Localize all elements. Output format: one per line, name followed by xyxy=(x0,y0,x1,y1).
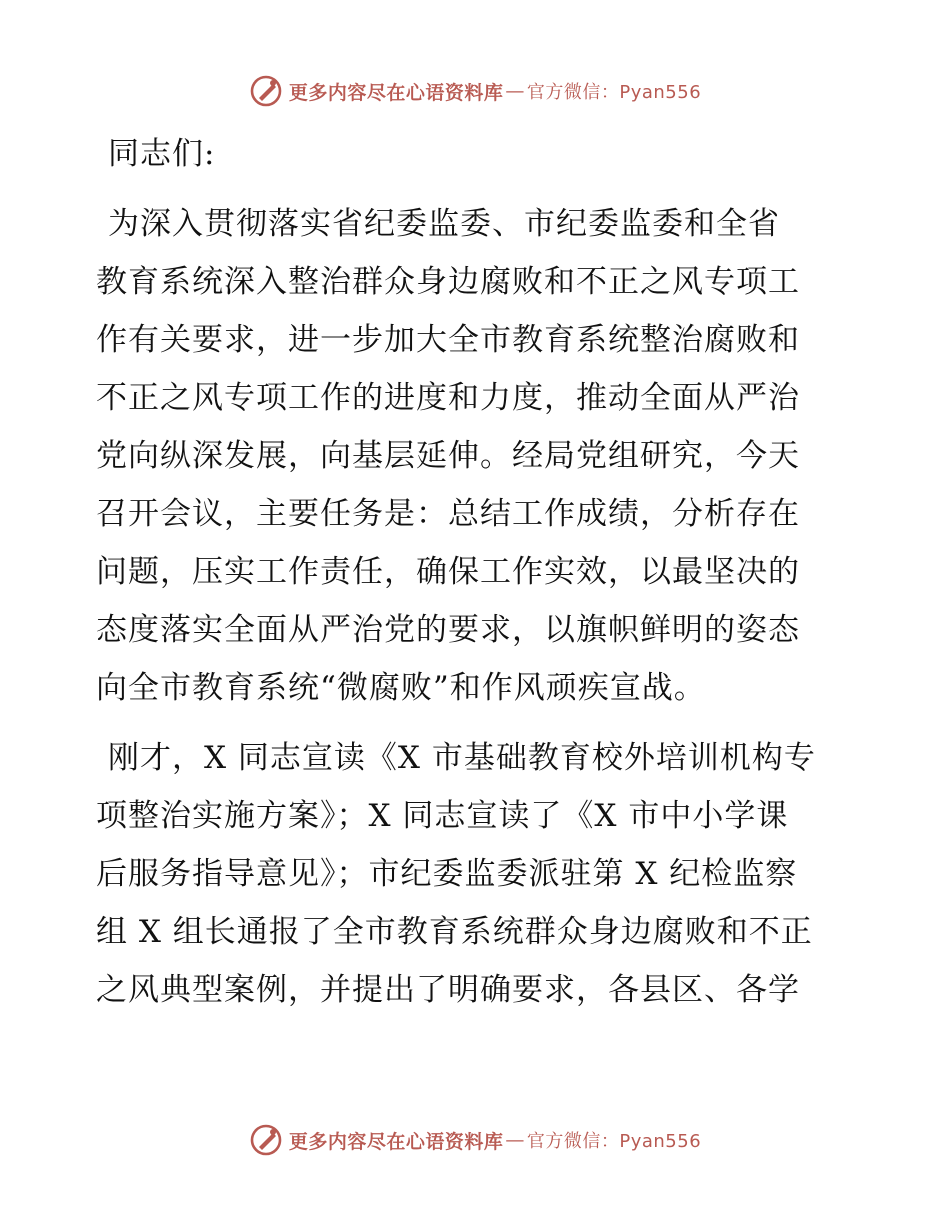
paragraph-line: 刚才，X 同志宣读《X 市基础教育校外培训机构专 xyxy=(108,740,816,776)
paragraph-line: 为深入贯彻落实省纪委监委、市纪委监委和全省 xyxy=(108,206,780,242)
watermark-main-text: 更多内容尽在心语资料库 xyxy=(288,1130,504,1153)
watermark-contact: 官方微信：Pyan556 xyxy=(526,1131,702,1152)
quill-logo-icon xyxy=(249,1123,283,1157)
watermark-dash: — xyxy=(505,80,525,102)
footer-watermark xyxy=(0,1120,950,1160)
paragraph-2 xyxy=(96,729,848,1019)
watermark-contact: 官方微信：Pyan556 xyxy=(526,82,702,103)
paragraph-line: 作有关要求，进一步加大全市教育系统整治腐败和 xyxy=(96,322,800,358)
paragraph-line: 教育系统深入整治群众身边腐败和不正之风专项工 xyxy=(96,264,800,300)
paragraph-line: 不正之风专项工作的进度和力度，推动全面从严治 xyxy=(96,380,800,416)
paragraph-line: 态度落实全面从严治党的要求，以旗帜鲜明的姿态 xyxy=(96,612,800,648)
paragraph-line: 组 X 组长通报了全市教育系统群众身边腐败和不正 xyxy=(96,914,813,950)
quill-logo-icon xyxy=(249,74,283,108)
paragraph-line: 向全市教育系统“微腐败”和作风顽疾宣战。 xyxy=(96,670,706,706)
paragraph-line: 问题，压实工作责任，确保工作实效，以最坚决的 xyxy=(96,554,800,590)
header-watermark xyxy=(0,71,950,111)
document-body xyxy=(96,125,848,1019)
paragraph-1 xyxy=(96,195,848,717)
paragraph-line: 后服务指导意见》；市纪委监委派驻第 X 纪检监察 xyxy=(96,856,798,892)
paragraph-line: 党向纵深发展，向基层延伸。经局党组研究，今天 xyxy=(96,438,800,474)
salutation: 同志们: xyxy=(108,136,216,172)
paragraph-line: 项整治实施方案》；X 同志宣读了《X 市中小学课 xyxy=(96,798,789,834)
paragraph-line: 召开会议，主要任务是：总结工作成绩，分析存在 xyxy=(96,496,800,532)
paragraph-line: 之风典型案例，并提出了明确要求，各县区、各学 xyxy=(96,972,800,1008)
watermark-main-text: 更多内容尽在心语资料库 xyxy=(288,81,504,104)
watermark-dash: — xyxy=(505,1129,525,1151)
